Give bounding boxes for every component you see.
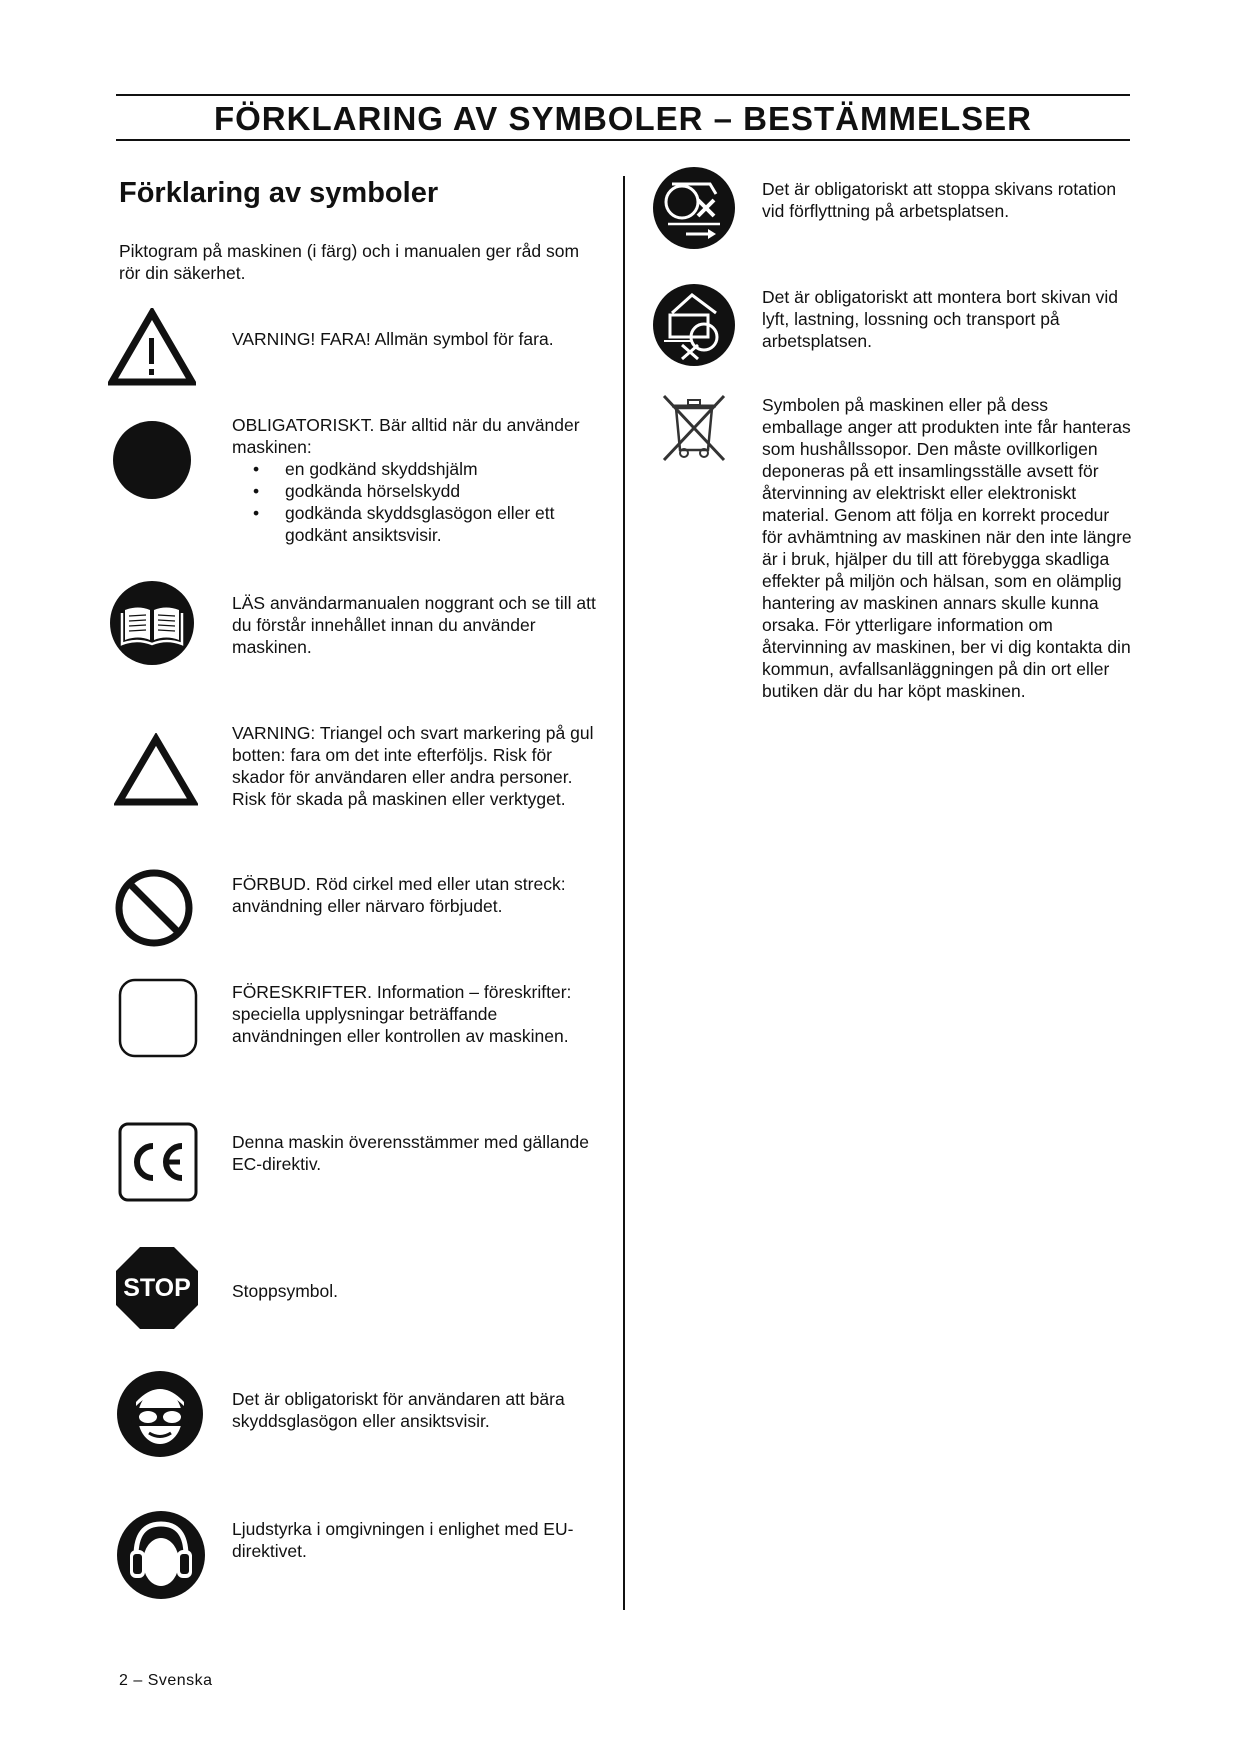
prohibition-circle-icon: [114, 868, 194, 948]
information-rounded-square-icon: [117, 977, 199, 1059]
column-divider: [623, 176, 625, 1610]
list-item: • en godkänd skyddshjälm: [232, 458, 602, 480]
symbol-description: Denna maskin överensstämmer med gällande EC-direktiv.: [232, 1132, 589, 1174]
page-footer: 2 – Svenska: [119, 1672, 213, 1689]
header-bottom-rule: [116, 139, 1130, 141]
list-item: • godkända hörselskydd: [232, 480, 602, 502]
symbol-description: Det är obligatoriskt för användaren att bära skyddsglasögon eller ansiktsvisir.: [232, 1389, 565, 1431]
stop-sign-icon: [114, 1245, 200, 1331]
symbol-description: FÖRESKRIFTER. Information – föreskrifter: speciella upplysningar beträffande användningen eller kontrollen av maskinen.: [232, 982, 572, 1046]
symbol-description: Det är obligatoriskt att montera bort skivan vid lyft, lastning, lossning och transport på arbetsplatsen.: [762, 287, 1118, 351]
crossed-out-wheelie-bin-icon: [658, 392, 730, 464]
stop-disc-rotation-icon: [652, 166, 736, 250]
read-manual-book-icon: [109, 580, 195, 666]
mandatory-intro-text: OBLIGATORISKT. Bär alltid när du använder maskinen:: [232, 415, 580, 457]
symbol-description: Symbolen på maskinen eller på dess emballage anger att produkten inte får hanteras som hushållssopor. Den måste ovillkorligen deponeras på ett insamlingsställe avsett för återvinning av elektriskt eller elektroniskt material. Genom att följa en korrekt procedur för avhämtning av maskinen när den inte längre är i bruk, hjälper du till att förebygga skadliga effekter på miljön och hälsan, som en olämplig hantering av maskinen annars skulle kunna orsaka. För ytterligare information om återvinning av maskinen, ber vi dig kontakta din kommun, avfallsanläggningen på din ort eller butiken där du har köpt maskinen.: [762, 395, 1132, 701]
symbol-description: Ljudstyrka i omgivningen i enlighet med EU-direktivet.: [232, 1519, 574, 1561]
warning-triangle-icon: [114, 733, 198, 807]
safety-glasses-helmet-icon: [116, 1370, 204, 1458]
list-item: • godkända skyddsglasögon eller ett godkänt ansiktsvisir.: [232, 502, 602, 546]
warning-triangle-exclamation-icon: [108, 308, 196, 386]
symbol-description: VARNING! FARA! Allmän symbol för fara.: [232, 329, 554, 349]
header-top-rule: [116, 94, 1130, 96]
symbol-description: [232, 414, 602, 546]
symbol-description: LÄS användarmanualen noggrant och se till att du förstår innehållet innan du använder maskinen.: [232, 593, 596, 657]
remove-disc-transport-icon: [652, 283, 736, 367]
symbol-description: Det är obligatoriskt att stoppa skivans rotation vid förflyttning på arbetsplatsen.: [762, 179, 1117, 221]
ce-mark-icon: [118, 1122, 198, 1202]
symbol-description: VARNING: Triangel och svart markering på gul botten: fara om det inte efterföljs. Risk för skador för användaren eller andra personer. Risk för skada på maskinen eller verktyget.: [232, 723, 594, 809]
mandatory-filled-circle-icon: [112, 420, 192, 500]
page-title: FÖRKLARING AV SYMBOLER – BESTÄMMELSER: [213, 100, 1033, 137]
symbol-description: FÖRBUD. Röd cirkel med eller utan streck: användning eller närvaro förbjudet.: [232, 874, 566, 916]
section-heading: Förklaring av symboler: [119, 177, 439, 209]
mandatory-items-list: [232, 458, 602, 546]
symbol-description: Stoppsymbol.: [232, 1281, 339, 1301]
stop-sign-label: STOP: [123, 1274, 191, 1302]
hearing-protection-icon: [116, 1510, 206, 1600]
intro-paragraph: Piktogram på maskinen (i färg) och i manualen ger råd som rör din säkerhet.: [119, 241, 580, 283]
